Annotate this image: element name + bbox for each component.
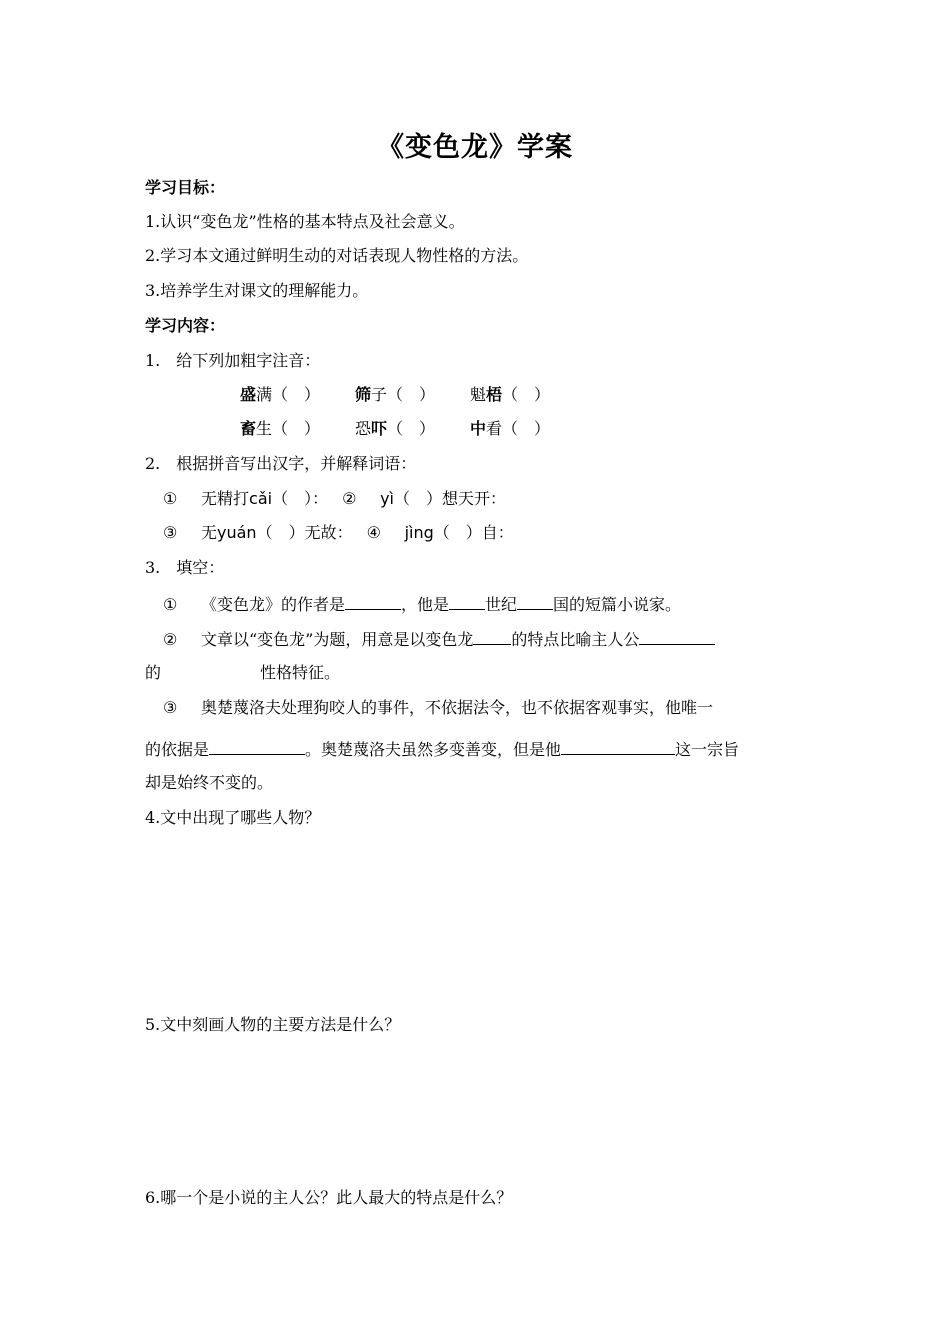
- question-3-label: 3. 填空：: [145, 558, 225, 577]
- q3-item-1: ① 《变色龙》的作者是 ，他是 世纪 国的短篇小说家。: [163, 591, 681, 617]
- q3-item-2-line-2: 的 性格特征。: [145, 663, 341, 682]
- q2-row-2: ③ 无yuán（ ）无故： ④ jìng（ ）自：: [163, 523, 514, 542]
- content-heading: 学习内容：: [145, 316, 226, 335]
- page-title: 《变色龙》学案: [377, 132, 573, 163]
- fill-blank[interactable]: [345, 591, 401, 610]
- goals-heading: 学习目标：: [145, 178, 226, 197]
- q3-item-3: ③ 奥楚蔑洛夫处理狗咬人的事件，不依据法令，也不依据客观事实，他唯一: [163, 698, 714, 717]
- q3-item-3-line-2: 的依据是 。奥楚蔑洛夫虽然多变善变，但是他 这一宗旨: [145, 736, 739, 762]
- goal-item-3: 3.培养学生对课文的理解能力。: [145, 281, 369, 300]
- q1-word-5: 恐吓（ ）: [355, 419, 436, 438]
- fill-blank[interactable]: [517, 591, 553, 610]
- fill-blank[interactable]: [209, 736, 305, 755]
- q1-word-1: 盛满（ ）: [240, 385, 321, 404]
- q1-word-6: 中看（ ）: [470, 419, 551, 438]
- q1-word-2: 筛子（ ）: [355, 385, 436, 404]
- question-1-label: 1. 给下列加粗字注音：: [145, 351, 321, 370]
- q1-word-3: 魁梧（ ）: [470, 385, 551, 404]
- q3-item-3-line-3: 却是始终不变的。: [145, 773, 274, 792]
- q1-row-1: [240, 383, 550, 407]
- fill-blank[interactable]: [639, 626, 715, 645]
- q2-row-1: ① 无精打cǎi（ ）： ② yì（ ）想天开：: [163, 489, 507, 508]
- question-6: 6.哪一个是小说的主人公？此人最大的特点是什么？: [145, 1188, 513, 1207]
- question-4: 4.文中出现了哪些人物？: [145, 808, 321, 827]
- question-5: 5.文中刻画人物的主要方法是什么？: [145, 1015, 401, 1034]
- q1-word-4: 畜生（ ）: [240, 419, 321, 438]
- goal-item-1: 1.认识“变色龙”性格的基本特点及社会意义。: [145, 212, 465, 231]
- fill-blank[interactable]: [449, 591, 485, 610]
- q3-item-2: ② 文章以“变色龙”为题，用意是以变色龙 的特点比喻主人公: [163, 626, 715, 652]
- q1-row-2: [240, 417, 550, 441]
- goal-item-2: 2.学习本文通过鲜明生动的对话表现人物性格的方法。: [145, 246, 529, 265]
- fill-blank[interactable]: [473, 626, 511, 645]
- fill-blank[interactable]: [561, 736, 675, 755]
- question-2-label: 2. 根据拼音写出汉字，并解释词语：: [145, 454, 417, 473]
